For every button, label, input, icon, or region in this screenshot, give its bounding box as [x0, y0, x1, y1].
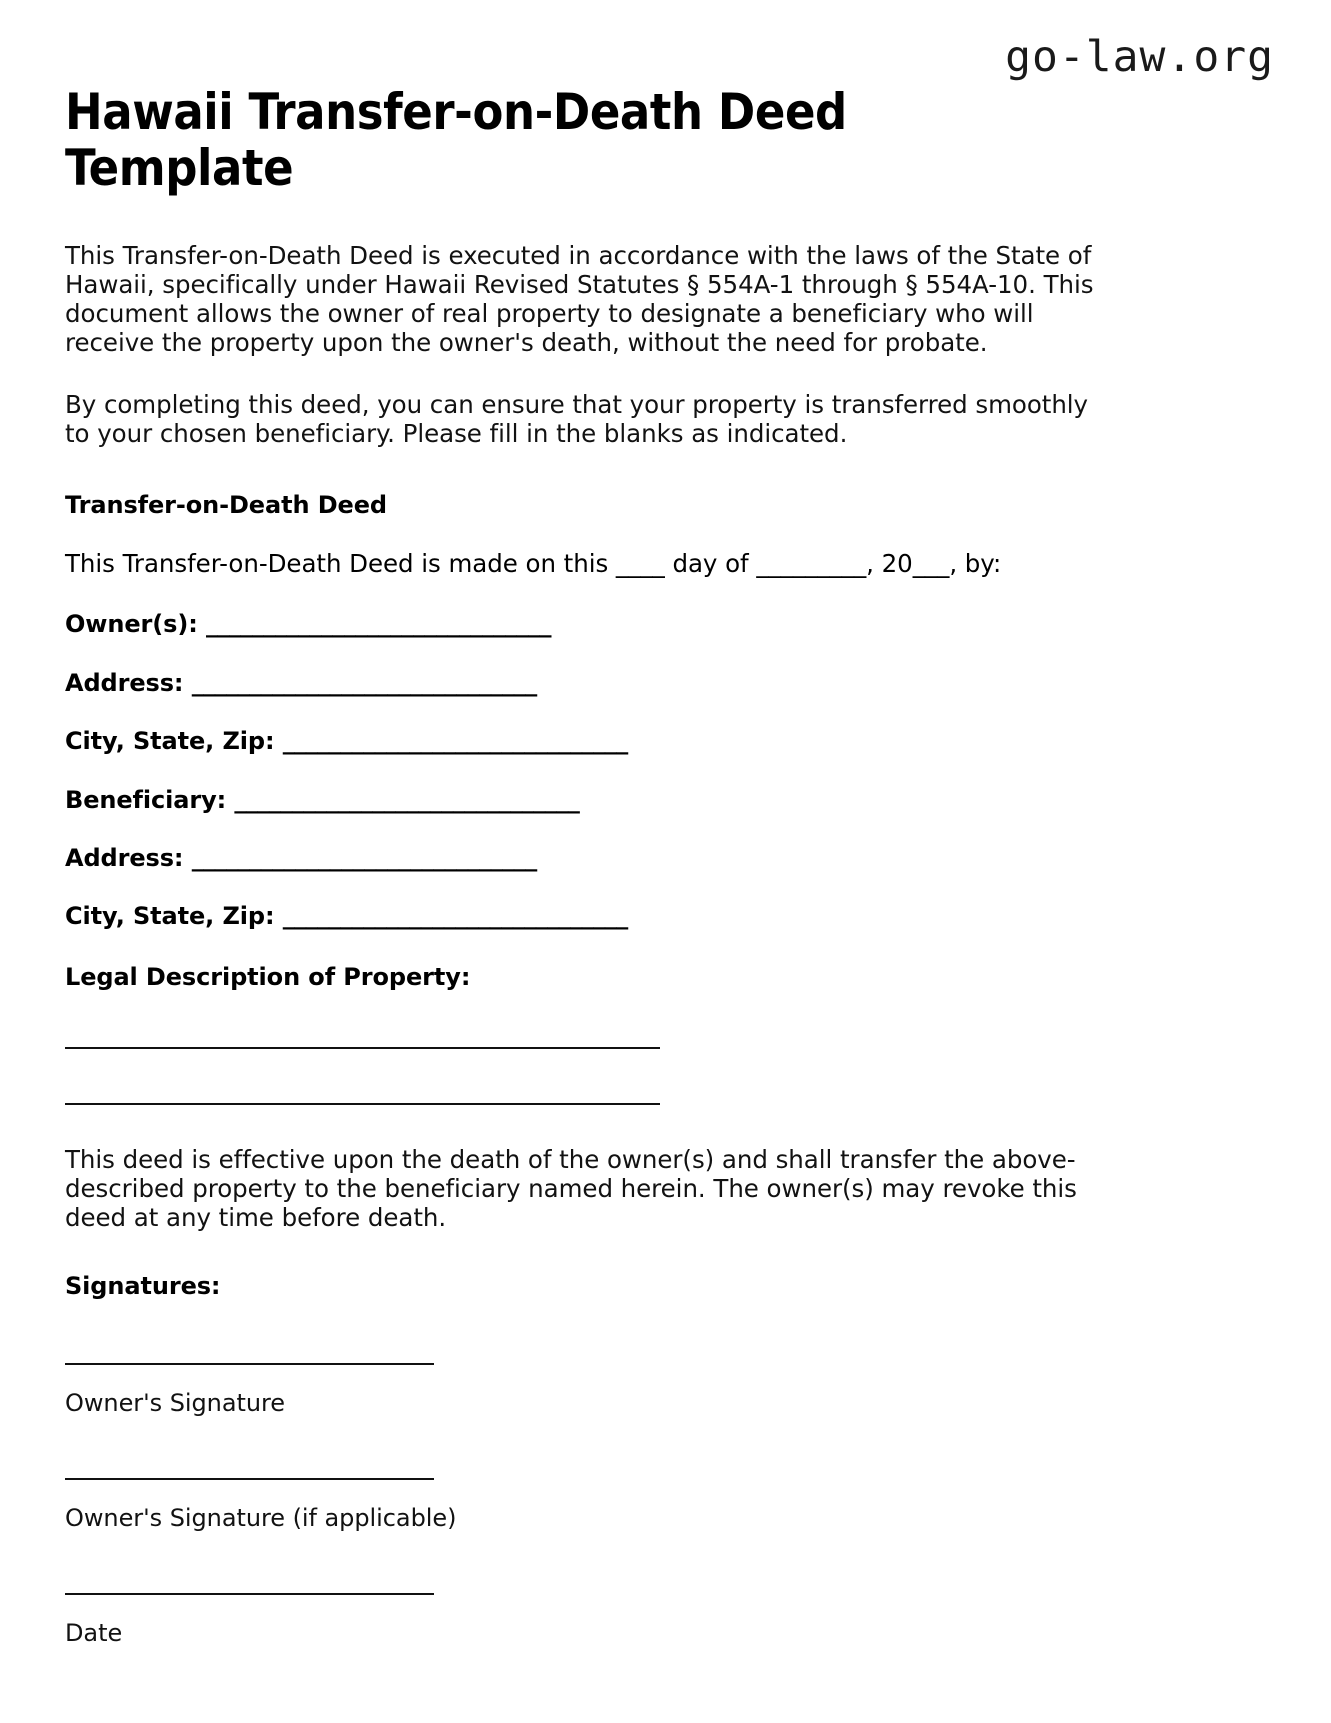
form-fields — [65, 579, 1266, 929]
field-label-beneficiary-city-state-zip: City, State, Zip: — [65, 902, 275, 931]
intro-paragraph-1: This Transfer-on-Death Deed is executed in accordance with the laws of the State of Hawaii, specifically under Hawaii Revised Statutes § 554A-1 through § 554A-10. This document allows the owner of real property to designate a beneficiary who will receive the property upon the owner's death, without the need for probate. — [65, 241, 1094, 357]
signature-line-date[interactable] — [65, 1593, 434, 1595]
field-blank-beneficiary[interactable]: ______________________________ — [234, 785, 580, 814]
deed-date-line: This Transfer-on-Death Deed is made on this ____ day of _________, 20___, by: — [65, 549, 1002, 579]
field-label-owner-address: Address: — [65, 668, 184, 697]
site-logo: go-law.org — [1005, 32, 1274, 82]
field-blank-owners[interactable]: ______________________________ — [205, 610, 551, 639]
legal-description-line-2[interactable] — [65, 1103, 660, 1105]
field-beneficiary-address — [65, 813, 1266, 871]
signature-label-date: Date — [65, 1618, 123, 1647]
effective-paragraph: This deed is effective upon the death of the owner(s) and shall transfer the above-described property to the beneficiary named herein. The owner(s) may revoke this deed at any time before death. — [65, 1144, 1077, 1232]
intro-paragraph-2: By completing this deed, you can ensure that your property is transferred smoothly to your chosen beneficiary. Please fill in the blanks as indicated. — [65, 389, 1089, 448]
field-owner-address — [65, 638, 1266, 696]
signature-label-owner-optional: Owner's Signature (if applicable) — [65, 1504, 457, 1532]
field-blank-owner-city-state-zip[interactable]: ______________________________ — [282, 727, 628, 756]
signatures-heading: Signatures: — [65, 1272, 221, 1301]
field-label-beneficiary-address: Address: — [65, 843, 184, 872]
field-label-owner-city-state-zip: City, State, Zip: — [65, 727, 275, 756]
field-blank-owner-address[interactable]: ______________________________ — [191, 668, 537, 697]
signature-label-owner: Owner's Signature — [65, 1389, 286, 1418]
signature-line-owner-optional[interactable] — [65, 1478, 434, 1480]
field-blank-beneficiary-address[interactable]: ______________________________ — [191, 843, 537, 872]
signature-block — [65, 1363, 1266, 1647]
field-beneficiary — [65, 755, 1266, 813]
field-blank-beneficiary-city-state-zip[interactable]: ______________________________ — [282, 902, 628, 931]
field-owners — [65, 579, 1266, 637]
field-owner-city-state-zip — [65, 696, 1266, 754]
field-beneficiary-city-state-zip — [65, 871, 1266, 929]
section-heading-deed: Transfer-on-Death Deed — [65, 491, 387, 520]
page-title: Hawaii Transfer-on-Death Deed Template — [65, 83, 847, 197]
field-label-owners: Owner(s): — [65, 610, 198, 639]
signature-line-owner[interactable] — [65, 1363, 434, 1365]
legal-description-line-1[interactable] — [65, 1047, 660, 1049]
legal-description-heading: Legal Description of Property: — [65, 962, 471, 991]
field-label-beneficiary: Beneficiary: — [65, 785, 227, 814]
